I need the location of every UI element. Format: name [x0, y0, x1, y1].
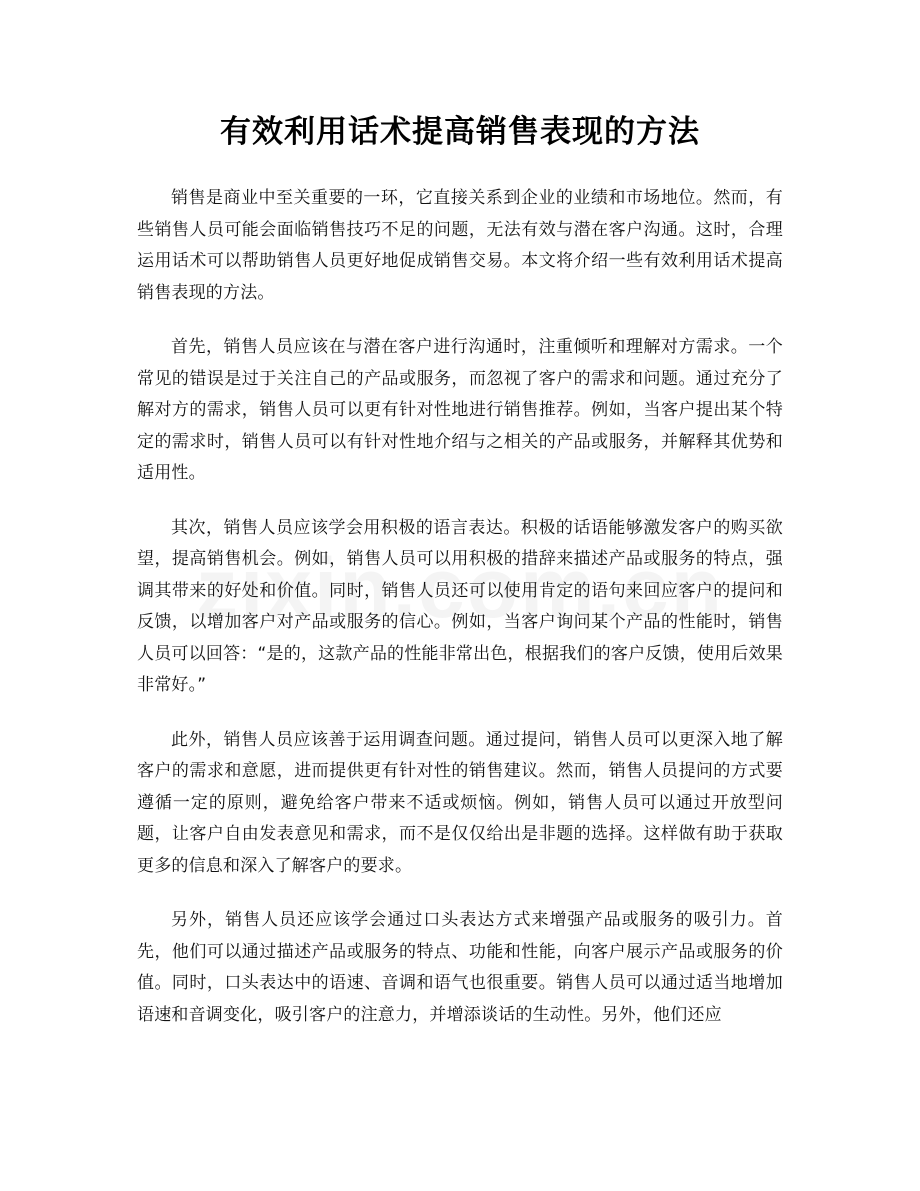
document-title: 有效利用话术提高销售表现的方法	[220, 114, 700, 150]
paragraph-questions: 此外，销售人员应该善于运用调查问题。通过提问，销售人员可以更深入地了解客户的需求和意愿，进而提供更有针对性的销售建议。然而，销售人员提问的方式要遵循一定的原则，避免给客户带来不适或烦恼。例如，销售人员可以通过开放型问题，让客户自由发表意见和需求，而不是仅仅给出是非题的选择。这样做有助于获取更多的信息和深入了解客户的要求。	[137, 729, 783, 876]
paragraph-verbal-expression: 另外，销售人员还应该学会通过口头表达方式来增强产品或服务的吸引力。首先，他们可以通过描述产品或服务的特点、功能和性能，向客户展示产品或服务的价值。同时，口头表达中的语速、音调和语气也很重要。销售人员可以通过适当地增加语速和音调变化，吸引客户的注意力，并增添谈话的生动性。另外，他们还应	[137, 910, 783, 1025]
paragraph-positive-language: 其次，销售人员应该学会用积极的语言表达。积极的话语能够激发客户的购买欲望，提高销售机会。例如，销售人员可以用积极的措辞来描述产品或服务的特点，强调其带来的好处和价值。同时，销售人员还可以使用肯定的语句来回应客户的提问和反馈，以增加客户对产品或服务的信心。例如，当客户询问某个产品的性能时，销售人员可以回答：“是的，这款产品的性能非常出色，根据我们的客户反馈，使用后效果非常好。”	[137, 517, 783, 695]
document-body	[137, 183, 783, 1054]
paragraph-listening: 首先，销售人员应该在与潜在客户进行沟通时，注重倾听和理解对方需求。一个常见的错误是过于关注自己的产品或服务，而忽视了客户的需求和问题。通过充分了解对方的需求，销售人员可以更有针对性地进行销售推荐。例如，当客户提出某个特定的需求时，销售人员可以有针对性地介绍与之相关的产品或服务，并解释其优势和适用性。	[137, 337, 783, 483]
paragraph-intro: 销售是商业中至关重要的一环，它直接关系到企业的业绩和市场地位。然而，有些销售人员可能会面临销售技巧不足的问题，无法有效与潜在客户沟通。这时，合理运用话术可以帮助销售人员更好地促成销售交易。本文将介绍一些有效利用话术提高销售表现的方法。	[137, 188, 783, 303]
